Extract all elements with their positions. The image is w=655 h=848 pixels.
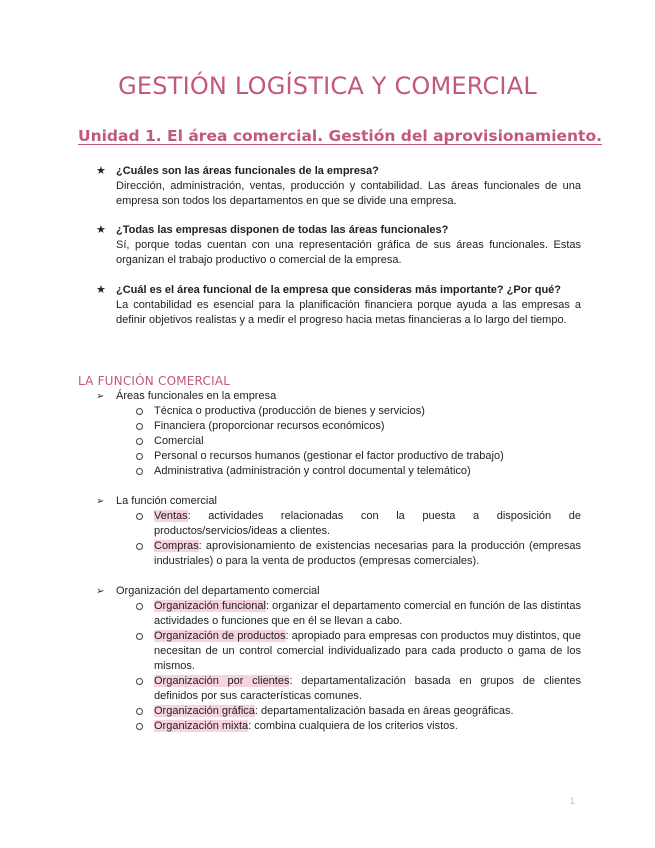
circle-bullet-icon — [136, 408, 143, 415]
document-title: GESTIÓN LOGÍSTICA Y COMERCIAL — [118, 72, 537, 100]
list-item: Financiera (proporcionar recursos económicos) — [96, 419, 581, 434]
qa-question: ¿Cuál es el área funcional de la empresa que consideras más importante? ¿Por qué? — [116, 284, 562, 296]
qa-question: ¿Todas las empresas disponen de todas las áreas funcionales? — [116, 224, 449, 236]
circle-bullet-icon — [136, 543, 143, 550]
qa-question: ¿Cuáles son las áreas funcionales de la empresa? — [116, 165, 379, 177]
circle-bullet-icon — [136, 678, 143, 685]
list-item: Organización mixta: combina cualquiera de los criterios vistos. — [96, 719, 581, 734]
qa-item — [96, 283, 581, 328]
circle-bullet-icon — [136, 603, 143, 610]
arrow-bullet-icon: ➢ — [96, 391, 105, 402]
list-item: Organización funcional: organizar el departamento comercial en función de las distintas actividades o funciones que en él se llevan a cabo. — [96, 599, 581, 629]
list-group-title: ➢ Áreas funcionales en la empresa — [96, 390, 277, 402]
unit-title: Unidad 1. El área comercial. Gestión del aprovisionamiento. — [78, 127, 603, 145]
circle-bullet-icon — [136, 708, 143, 715]
list-item: Personal o recursos humanos (gestionar el factor productivo de trabajo) — [96, 449, 581, 464]
list-item: Compras: aprovisionamiento de existencias necesarias para la producción (empresas industriales) o para la venta de productos (empresas comerciales). — [96, 539, 581, 569]
list-item: Técnica o productiva (producción de bienes y servicios) — [96, 404, 581, 419]
qa-item — [96, 164, 581, 209]
list-item: Organización gráfica: departamentalización basada en áreas geográficas. — [96, 704, 581, 719]
highlighted-term: Organización por clientes — [154, 675, 290, 687]
circle-bullet-icon — [136, 723, 143, 730]
arrow-bullet-icon: ➢ — [96, 496, 105, 507]
circle-bullet-icon — [136, 633, 143, 640]
list-item: Ventas: actividades relacionadas con la puesta a disposición de productos/servicios/ideas a clientes. — [96, 509, 581, 539]
circle-bullet-icon — [136, 513, 143, 520]
highlighted-term: Organización gráfica — [154, 705, 255, 717]
highlighted-term: Organización de productos — [154, 630, 286, 642]
highlighted-term: Organización mixta — [154, 720, 249, 732]
circle-bullet-icon — [136, 438, 143, 445]
list-group — [96, 389, 581, 479]
star-bullet-icon: ★ — [96, 284, 106, 296]
section-heading: LA FUNCIÓN COMERCIAL — [78, 374, 231, 388]
qa-answer: La contabilidad es esencial para la planificación financiera porque ayuda a las empresas a definir objetivos realistas y a medir el progreso hacia metas financieras a lo largo del tiempo. — [116, 299, 581, 326]
qa-answer: Sí, porque todas cuentan con una representación gráfica de sus áreas funcionales. Estas organizan el trabajo productivo o comercial de la empresa. — [116, 239, 581, 266]
list-item: Comercial — [96, 434, 581, 449]
list-group — [96, 584, 581, 734]
highlighted-term: Organización funcional — [154, 600, 266, 612]
page-number: 1 — [569, 796, 575, 806]
list-group — [96, 494, 581, 569]
star-bullet-icon: ★ — [96, 224, 106, 236]
qa-answer: Dirección, administración, ventas, producción y contabilidad. Las áreas funcionales de una empresa son todos los departamentos en que se divide una empresa. — [116, 180, 581, 207]
circle-bullet-icon — [136, 453, 143, 460]
list-group-title: ➢ Organización del departamento comercial — [96, 585, 320, 597]
highlighted-term: Ventas — [154, 510, 188, 522]
list-item: Organización por clientes: departamentalización basada en grupos de clientes definidos por sus características comunes. — [96, 674, 581, 704]
list-item: Organización de productos: apropiado para empresas con productos muy distintos, que necesitan de un control comercial individualizado para cada producto o gama de los mismos. — [96, 629, 581, 674]
list-item: Administrativa (administración y control documental y telemático) — [96, 464, 581, 479]
highlighted-term: Compras — [154, 540, 199, 552]
circle-bullet-icon — [136, 468, 143, 475]
list-group-title: ➢ La función comercial — [96, 495, 217, 507]
arrow-bullet-icon: ➢ — [96, 586, 105, 597]
circle-bullet-icon — [136, 423, 143, 430]
star-bullet-icon: ★ — [96, 165, 106, 177]
qa-item — [96, 223, 581, 268]
